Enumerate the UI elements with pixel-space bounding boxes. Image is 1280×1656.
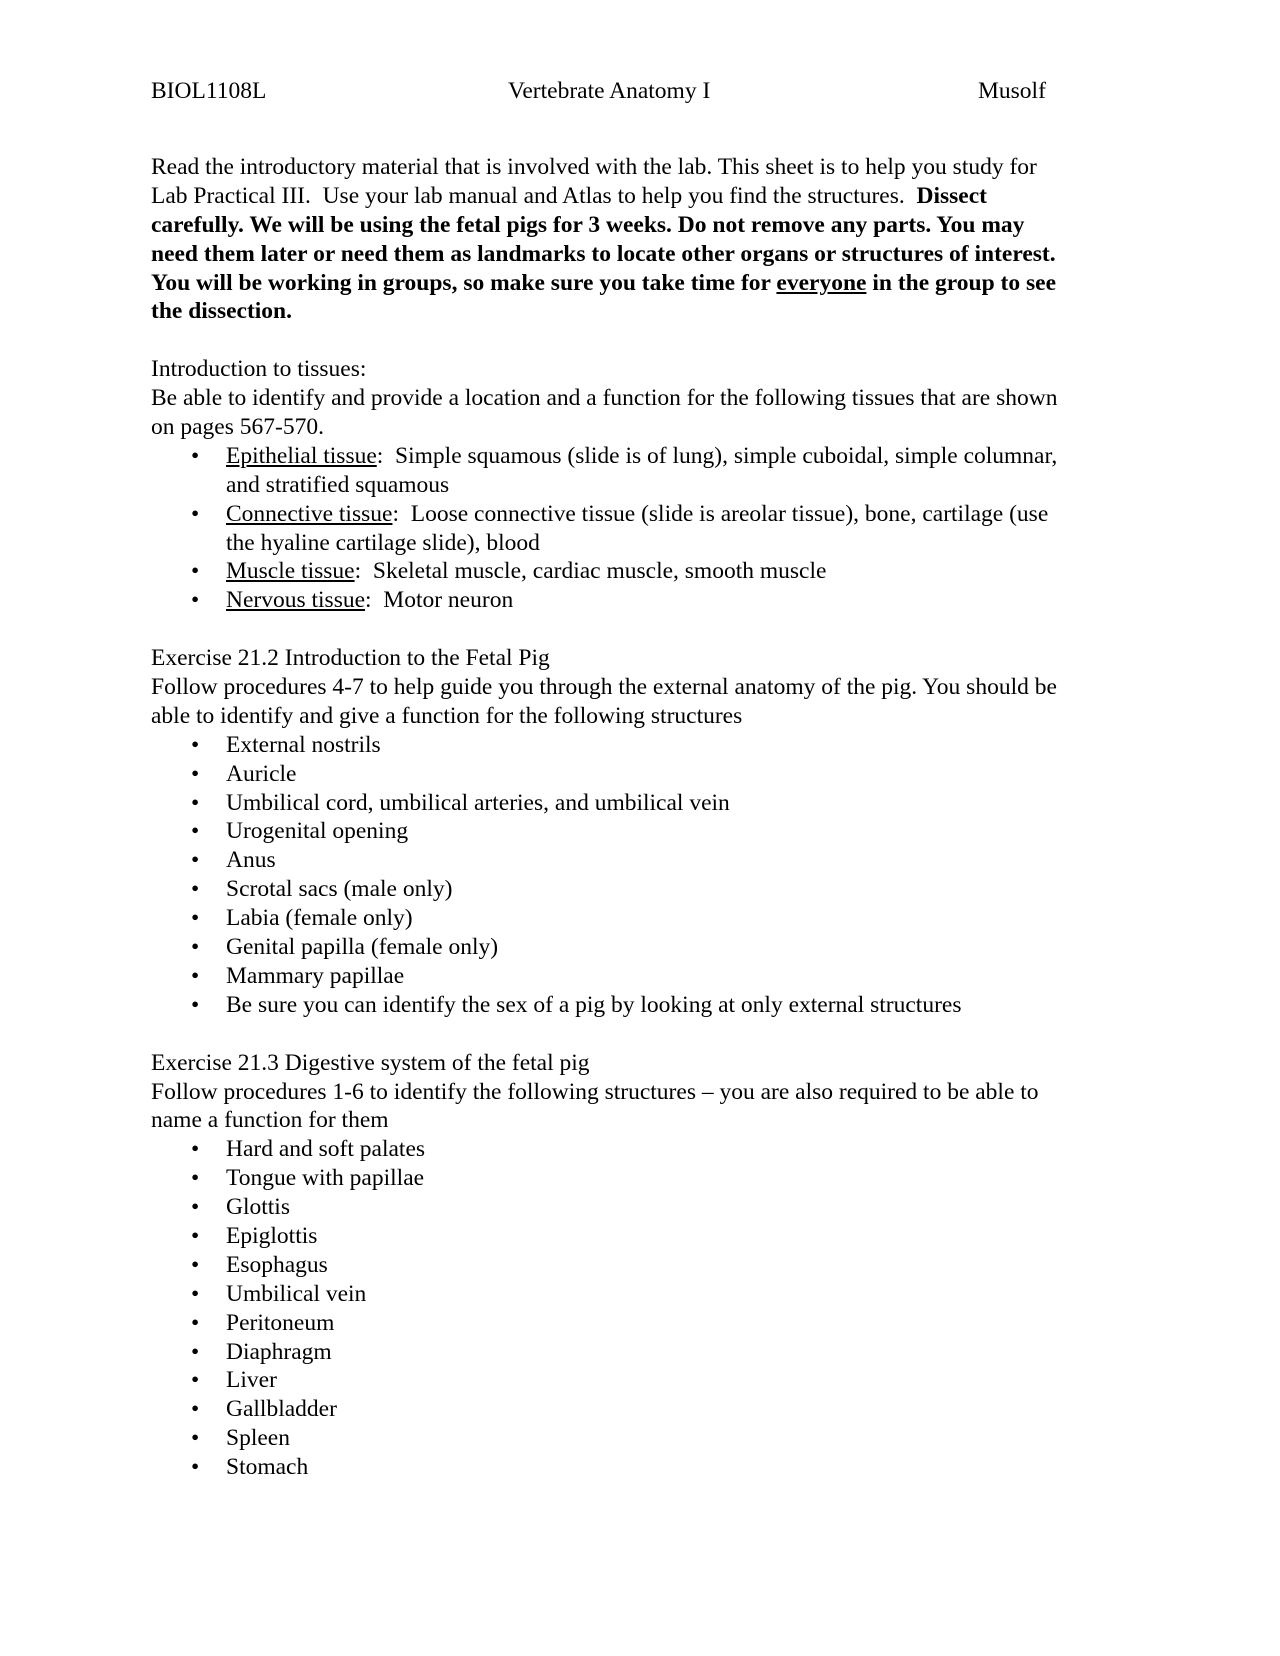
text-line: Be able to identify and provide a location and a function for the following tissues that are shown — [151, 385, 1058, 412]
list-item — [151, 933, 1151, 962]
bullet-icon: • — [191, 1338, 200, 1365]
bullet-icon: • — [191, 442, 200, 469]
list-item — [151, 586, 1151, 615]
tissue-description: : Skeletal muscle, cardiac muscle, smooth muscle — [354, 558, 827, 585]
text-line: Follow procedures 1-6 to identify the following structures – you are also required to be able to — [151, 1078, 1039, 1105]
tissue-description: : Motor neuron — [365, 587, 514, 614]
list-item — [151, 760, 1151, 789]
tissue-term: Connective tissue — [226, 500, 393, 527]
tissue-term: Muscle tissue — [226, 558, 355, 585]
bullet-icon: • — [191, 991, 200, 1018]
text-line: on pages 567-570. — [151, 414, 324, 441]
text-line — [151, 182, 1151, 211]
list-item-text: Spleen — [226, 1425, 290, 1452]
list-item — [151, 1395, 1151, 1424]
list-item-text: Peritoneum — [226, 1309, 335, 1336]
text-line — [151, 240, 1151, 269]
structure-list — [151, 1135, 1151, 1482]
bullet-icon: • — [191, 789, 200, 816]
bullet-icon: • — [191, 1425, 200, 1452]
list-item-text: Scrotal sacs (male only) — [226, 876, 453, 903]
bold-text: in the group to see — [866, 269, 1056, 296]
list-item — [151, 1366, 1151, 1395]
text-line — [151, 211, 1151, 240]
list-item — [151, 991, 1151, 1020]
list-item — [151, 962, 1151, 991]
underlined-text: everyone — [776, 269, 867, 296]
bullet-icon: • — [191, 1251, 200, 1278]
header-instructor: Musolf — [978, 78, 1046, 104]
bullet-icon: • — [191, 587, 200, 614]
bullet-icon: • — [191, 1454, 200, 1481]
text-line: name a function for them — [151, 1107, 389, 1134]
bullet-icon: • — [191, 1165, 200, 1192]
list-item — [151, 1164, 1151, 1193]
intro-paragraph — [151, 153, 1151, 326]
list-item — [151, 500, 1151, 529]
bullet-icon: • — [191, 818, 200, 845]
tissue-term: Nervous tissue — [226, 587, 366, 614]
text-line — [151, 269, 1151, 298]
tissue-description: : Simple squamous (slide is of lung), simple cuboidal, simple columnar, — [376, 442, 1058, 469]
list-item-text: Hard and soft palates — [226, 1136, 426, 1163]
list-item-text: Glottis — [226, 1194, 290, 1221]
list-item-text: Anus — [226, 847, 276, 874]
bold-text: the dissection. — [151, 298, 292, 325]
list-item-text: Auricle — [226, 760, 297, 787]
list-item-text: Gallbladder — [226, 1396, 337, 1423]
header-course: BIOL1108L — [151, 78, 267, 104]
structure-list — [151, 731, 1151, 1020]
list-item-text: Diaphragm — [226, 1338, 332, 1365]
bullet-icon: • — [191, 760, 200, 787]
tissue-description: : Loose connective tissue (slide is areolar tissue), bone, cartilage (use — [392, 500, 1049, 527]
text-line: Follow procedures 4-7 to help guide you through the external anatomy of the pig. You should be — [151, 674, 1057, 701]
tissue-term: Epithelial tissue — [226, 442, 377, 469]
list-item — [151, 442, 1151, 471]
list-item-text: Urogenital opening — [226, 818, 409, 845]
bold-text: need them later or need them as landmarks to locate other organs or structures of interest. — [151, 240, 1056, 267]
header-title: Vertebrate Anatomy I — [508, 78, 711, 104]
bullet-icon: • — [191, 500, 200, 527]
text-line: Read the introductory material that is involved with the lab. This sheet is to help you study for — [151, 154, 1037, 180]
document-body — [151, 153, 1151, 1482]
bullet-icon: • — [191, 1280, 200, 1307]
list-item — [151, 1338, 1151, 1367]
list-item-text: Epiglottis — [226, 1222, 318, 1249]
bullet-icon: • — [191, 1367, 200, 1394]
list-item — [151, 1424, 1151, 1453]
list-item-text: Umbilical cord, umbilical arteries, and umbilical vein — [226, 789, 730, 816]
section-heading: Exercise 21.2 Introduction to the Fetal Pig — [151, 645, 550, 672]
list-item-text: Stomach — [226, 1454, 309, 1481]
list-item — [151, 817, 1151, 846]
list-item — [151, 731, 1151, 760]
bullet-icon: • — [191, 847, 200, 874]
bold-text: You will be working in groups, so make sure you take time for — [151, 269, 777, 296]
list-item — [151, 1453, 1151, 1482]
list-item — [151, 904, 1151, 933]
section-heading: Introduction to tissues: — [151, 356, 367, 383]
list-item-text: Umbilical vein — [226, 1280, 367, 1307]
bullet-icon: • — [191, 1194, 200, 1221]
list-item — [151, 1135, 1151, 1164]
bullet-icon: • — [191, 905, 200, 932]
section-tissues — [151, 355, 1151, 615]
list-item — [151, 846, 1151, 875]
list-item-text: Be sure you can identify the sex of a pig by looking at only external structures — [226, 991, 962, 1018]
list-item-text: Mammary papillae — [226, 962, 405, 989]
tissue-list — [151, 442, 1151, 615]
list-item-text: Labia (female only) — [226, 905, 413, 932]
bullet-icon: • — [191, 558, 200, 585]
list-item — [151, 557, 1151, 586]
list-item — [151, 875, 1151, 904]
bold-text: Dissect — [916, 182, 987, 209]
bullet-icon: • — [191, 1309, 200, 1336]
list-item-text: Liver — [226, 1367, 277, 1394]
list-item — [151, 1309, 1151, 1338]
bullet-icon: • — [191, 1396, 200, 1423]
list-item — [151, 1280, 1151, 1309]
list-item — [151, 1222, 1151, 1251]
list-item-text: Tongue with papillae — [226, 1165, 425, 1192]
bullet-icon: • — [191, 1136, 200, 1163]
list-item — [151, 789, 1151, 818]
list-item-continuation: the hyaline cartilage slide), blood — [226, 529, 540, 556]
text-line — [151, 297, 1151, 326]
list-item — [151, 1193, 1151, 1222]
bullet-icon: • — [191, 731, 200, 758]
text-line: able to identify and give a function for the following structures — [151, 702, 743, 729]
bold-text: carefully. We will be using the fetal pigs for 3 weeks. Do not remove any parts. You may — [151, 211, 1025, 238]
list-item — [151, 1251, 1151, 1280]
text-span: Lab Practical III. Use your lab manual and Atlas to help you find the structures. — [151, 182, 917, 209]
bullet-icon: • — [191, 934, 200, 961]
section-heading: Exercise 21.3 Digestive system of the fetal pig — [151, 1049, 590, 1076]
bullet-icon: • — [191, 1222, 200, 1249]
section-exercise-21-2 — [151, 644, 1151, 1020]
list-item-text: Esophagus — [226, 1251, 328, 1278]
section-exercise-21-3 — [151, 1049, 1151, 1482]
list-item-text: Genital papilla (female only) — [226, 934, 499, 961]
list-item-continuation: and stratified squamous — [226, 471, 450, 498]
bullet-icon: • — [191, 962, 200, 989]
bullet-icon: • — [191, 876, 200, 903]
list-item-text: External nostrils — [226, 731, 381, 758]
